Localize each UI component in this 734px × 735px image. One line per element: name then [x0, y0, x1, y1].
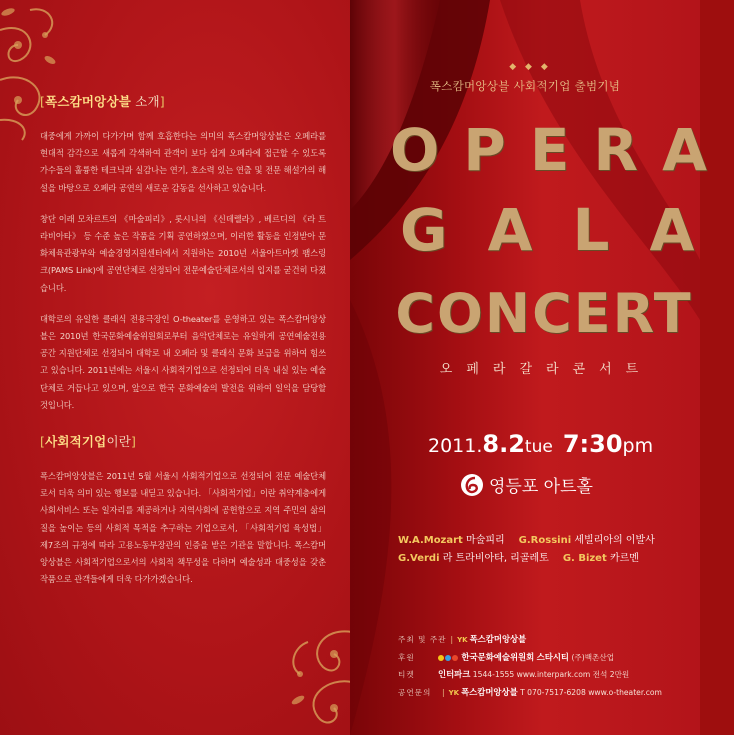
- sponsor-1: 한국문화예술위원회: [461, 651, 535, 662]
- event-subtitle: 폭스캄머앙상블 사회적기업 출범기념: [429, 79, 621, 93]
- event-ampm: pm: [622, 435, 654, 457]
- composer-name: G.Rossini: [518, 535, 572, 546]
- credit-label: 공연문의: [398, 687, 432, 697]
- venue-name: 영등포 아트홀: [489, 477, 593, 497]
- bracket-close: ]: [131, 434, 137, 450]
- floral-ornament-icon: [0, 0, 120, 140]
- event-time: 7:30: [562, 430, 623, 458]
- arts-council-logo-icon: [438, 655, 444, 661]
- date-month-day: 8.2: [482, 430, 525, 458]
- program-list: [398, 532, 698, 568]
- composer-name: W.A.Mozart: [398, 535, 463, 546]
- right-panel: [350, 0, 734, 735]
- section-title-social-enterprise: [40, 432, 326, 450]
- ticket-info: 1544-1555 www.interpark.com 전석 2만원: [472, 670, 630, 680]
- title-concert: CONCERT: [395, 282, 693, 345]
- work-title: 마술피리: [466, 535, 505, 546]
- credits-block: [398, 631, 698, 701]
- credit-ticket: [398, 666, 698, 684]
- date-year: 2011.: [428, 435, 483, 457]
- event-datetime: [428, 430, 653, 458]
- intro-paragraph-2: 창단 이래 모차르트의 《마술피리》, 롯시니의 《신데렐라》, 베르디의 《라 트라비아타》 등 수준 높은 작품을 기획 공연하였으며, 이러한 활동을 인정받아 문화체육관광부와 예술경영지원센터에서 지원하는 2010년 서울아트마켓 팸스링크(PAMS Link)에 공연단체로 선정되어 전문예술단체로서의 입지를 굳건히 다졌습니다.: [40, 213, 326, 293]
- section-title-rest: 이란: [106, 434, 132, 450]
- bracket-open: [: [40, 434, 46, 450]
- floral-ornament-icon: [268, 612, 352, 735]
- bracket-open: [: [40, 94, 46, 109]
- sponsor-2: 스타시티: [536, 651, 570, 662]
- credit-organizer: 주최 및 주관 | YK 폭스캄머앙상블: [398, 631, 698, 649]
- bracket-close: ]: [159, 94, 165, 109]
- decorative-dots-icon: ◆ ◆ ◆: [509, 62, 551, 72]
- ticket-vendor: 인터파크: [438, 669, 471, 680]
- organizer-name: 폭스캄머앙상블: [469, 634, 527, 644]
- intro-paragraph-1: 대중에게 가까이 다가가며 함께 호흡한다는 의미의 폭스캄머앙상블은 오페라를 현대적 감각으로 새롭게 각색하여 관객이 보다 쉽게 오페라에 접근할 수 있도록 가수들의 훌륭한 테크닉과 실감나는 연기, 호소력 있는 연출 및 전문 해설가의 해설을 바탕으로 오페라 공연의 새로운 감동을 선사하고 있습니다.: [40, 131, 326, 193]
- credit-label: 후원: [398, 652, 415, 662]
- inquiry-info: T 070-7517-6208 www.o-theater.com: [520, 687, 662, 697]
- composer-name: G. Bizet: [562, 553, 607, 564]
- venue-logo-icon: [460, 473, 484, 497]
- composer-name: G.Verdi: [398, 553, 440, 564]
- program-row: [398, 550, 698, 568]
- section-title-highlight: 사회적기업: [45, 434, 107, 450]
- credit-inquiry: 공연문의 | YK 폭스캄머앙상블 T 070-7517-6208 www.o-theater.com: [398, 684, 698, 702]
- sponsor-3: (주)백촌산업: [571, 652, 615, 662]
- section-title-highlight: 폭스캄머앙상블: [45, 94, 132, 109]
- title-gala: GALA: [400, 196, 734, 264]
- inquiry-name: 폭스캄머앙상블: [461, 686, 518, 697]
- left-panel: [0, 0, 350, 735]
- social-paragraph-1: 폭스캄머앙상블은 2011년 5월 서울시 사회적기업으로 선정되어 전문 예술단체로서 더욱 의미 있는 행보를 내딛고 있습니다. 「사회적기업」이란 취약계층에게 사회서비스 또는 일자리를 제공하거나 지역사회에 공헌함으로 지역 주민의 삶의 질을 높이는 등의 사회적 목적을 추구하는 기업으로서, 「사회적기업 육성법」 제7조의 규정에 따라 고용노동부장관의 인증을 받은 기관을 말합니다. 폭스캄머앙상블은 사회적기업으로서의 사회적 책무성을 다하며 예술성과 대중성을 갖춘 작품으로 관객들에게 더욱 다가가겠습니다.: [40, 471, 326, 585]
- work-title: 세빌리아의 이발사: [574, 535, 655, 546]
- work-title: 라 트라비아타, 리골레토: [442, 553, 549, 564]
- program-row: [398, 532, 698, 550]
- yk-logo-icon: YK: [448, 688, 460, 697]
- work-title: 카르멘: [609, 553, 639, 564]
- date-weekday: tue: [524, 437, 553, 457]
- event-venue: [460, 472, 593, 497]
- credit-label: 주최 및 주관: [398, 635, 447, 644]
- section-title-rest: 소개: [131, 94, 160, 109]
- credit-label: 티켓: [398, 670, 415, 680]
- yk-logo-icon: YK: [457, 636, 468, 644]
- title-opera: OPERA: [390, 116, 731, 184]
- title-korean: 오페라갈라콘서트: [439, 362, 653, 377]
- credit-sponsor: [398, 649, 698, 667]
- intro-paragraph-3: 대학로의 유일한 클래식 전용극장인 O-theater를 운영하고 있는 폭스캄머앙상블은 2010년 한국문화예술위원회로부터 음악단체로는 유일하게 공연예술전용공간 지원단체로 선정되어 대학로 내 오페라 및 클래식 문화 보급을 위하여 힘쓰고 있습니다. 2011년에는 서울시 사회적기업으로 선정되어 더욱 내실 있는 예술단체로 거듭나고 있으며, 앞으로 한국 문화예술의 발전을 위하여 일익을 담당할 것입니다.: [40, 313, 326, 410]
